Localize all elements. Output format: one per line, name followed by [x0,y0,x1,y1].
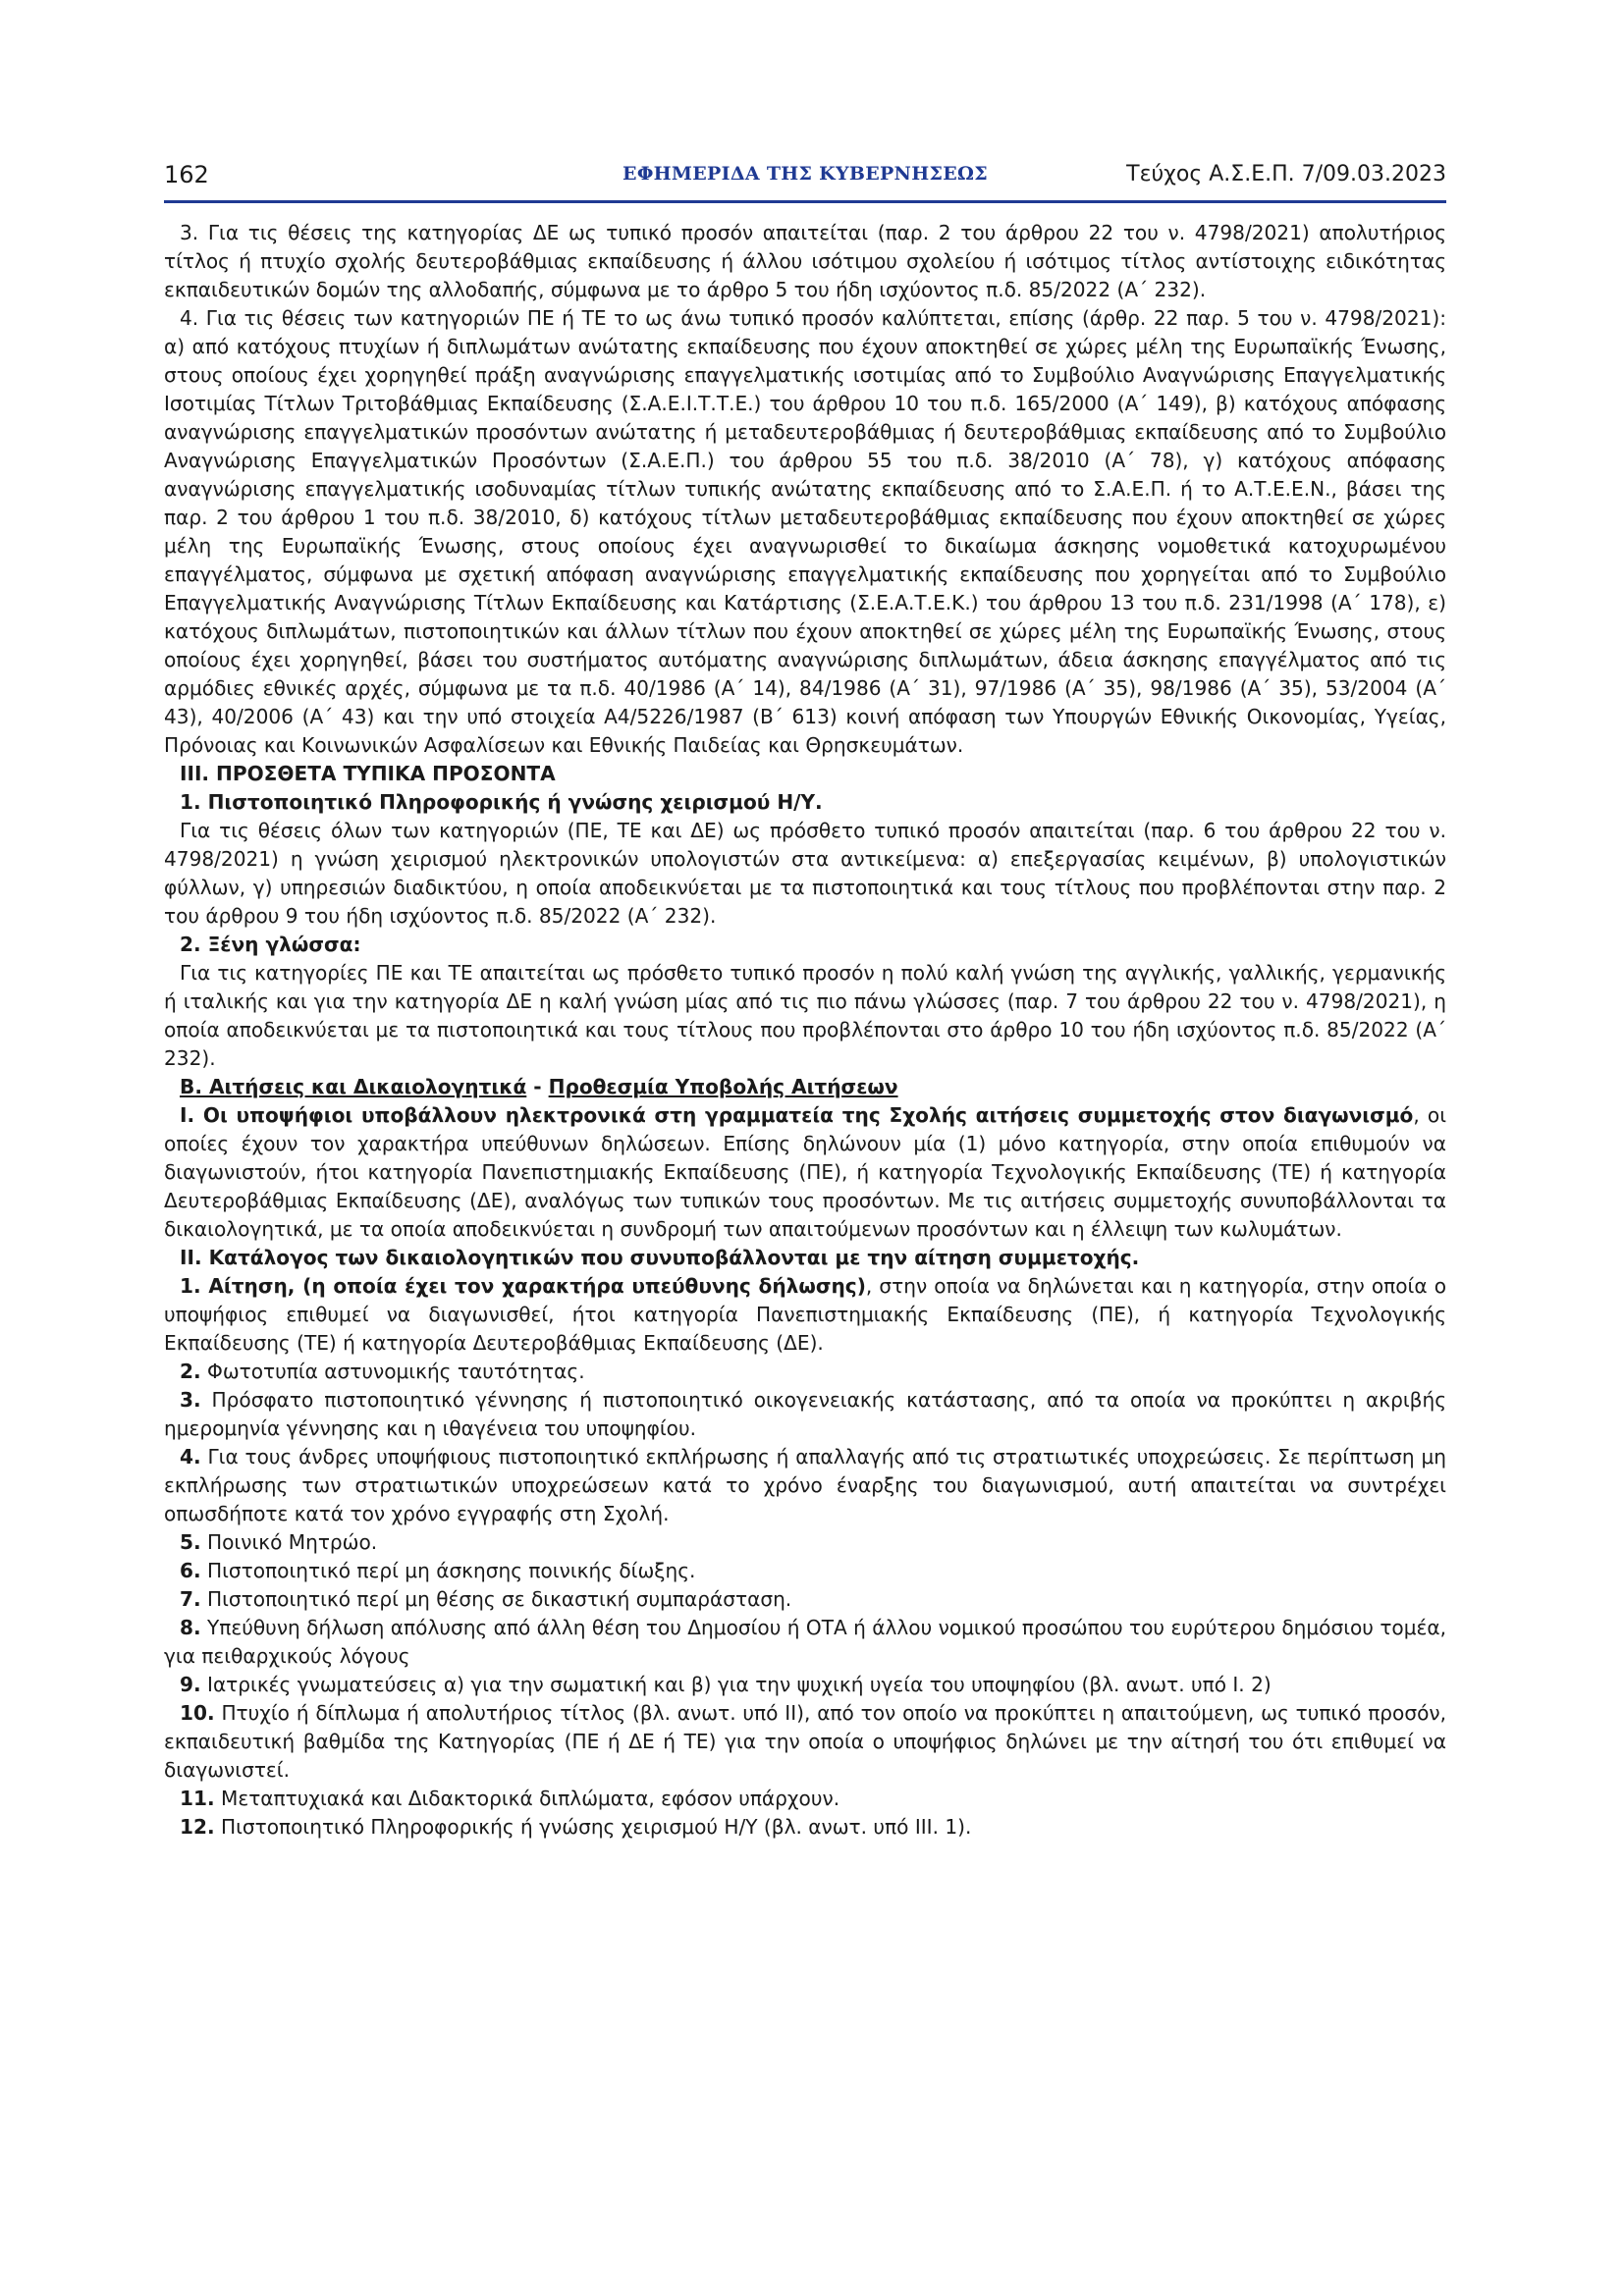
paragraph-it-skills: Για τις θέσεις όλων των κατηγοριών (ΠΕ, ΤΕ και ΔΕ) ως πρόσθετο τυπικό προσόν απαιτείται (παρ. 6 του άρθρου 22 του ν. 4798/2021) η γνώση χειρισμού ηλεκτρονικών υπολογιστών στα αντικείμενα: α) επεξεργασίας κειμένων, β) υπολογιστικών φύλλων, γ) υπηρεσιών διαδικτύου, η οποία αποδεικνύεται με τα πιστοποιητικά και τους τίτλους που προβλέπονται στην παρ. 2 του άρθρου 9 του ήδη ισχύοντος π.δ. 85/2022 (Α΄ 232). [164,819,1446,928]
subheading-iii-2: 2. Ξένη γλώσσα: [180,933,361,956]
list-item [164,1272,1446,1358]
list-item [164,1614,1446,1671]
section-heading-b [164,1073,1446,1101]
heading-b-part1: Β. Αιτήσεις και Δικαιολογητικά [180,1075,527,1098]
item-number: 1. Αίτηση, (η οποία έχει τον χαρακτήρα υπεύθυνης δήλωσης) [180,1274,866,1298]
item-text: Ιατρικές γνωματεύσεις α) για την σωματική και β) για την ψυχική υγεία του υποψηφίου (βλ. ανωτ. υπό Ι. 2) [200,1673,1272,1696]
heading-b-part2: Προθεσμία Υποβολής Αιτήσεων [548,1075,898,1098]
item-text: Υπεύθυνη δήλωση απόλυσης από άλλη θέση του Δημοσίου ή ΟΤΑ ή άλλου νομικού προσώπου του ευρύτερου δημόσιου τομέα, για πειθαρχικούς λόγους [164,1616,1446,1668]
section-heading-ii: ΙΙ. Κατάλογος των δικαιολογητικών που συνυποβάλλονται με την αίτηση συμμετοχής. [180,1246,1140,1269]
document-body [164,203,1446,1842]
journal-title: ΕΦΗΜΕΡΙΔΑ ΤΗΣ ΚΥΒΕΡΝΗΣΕΩΣ [623,163,988,185]
page-header [164,157,1446,203]
item-text: Ποινικό Μητρώο. [200,1530,378,1554]
list-item [164,1386,1446,1443]
item-text: Πιστοποιητικό περί μη άσκησης ποινικής δίωξης. [200,1559,696,1582]
issue-label: Τεύχος Α.Σ.Ε.Π. 7/09.03.2023 [1126,162,1446,187]
item-text: Πιστοποιητικό περί μη θέσης σε δικαστική συμπαράσταση. [200,1587,792,1611]
item-number: 11. [180,1787,215,1810]
document-page [164,157,1446,1842]
list-item [164,1443,1446,1528]
list-item [164,1557,1446,1585]
list-item [164,1358,1446,1386]
item-text: Μεταπτυχιακά και Διδακτορικά διπλώματα, εφόσον υπάρχουν. [214,1787,840,1810]
list-item [164,1813,1446,1842]
documents-list [164,1272,1446,1842]
item-number: 5. [180,1530,201,1554]
item-text: Φωτοτυπία αστυνομικής ταυτότητας. [200,1360,585,1383]
item-number: 9. [180,1673,201,1696]
subheading-iii-1: 1. Πιστοποιητικό Πληροφορικής ή γνώσης χειρισμού Η/Υ. [180,790,823,814]
list-item [164,1785,1446,1813]
item-number: 6. [180,1559,201,1582]
item-number: 8. [180,1616,201,1639]
item-text: Για τους άνδρες υποψήφιους πιστοποιητικό εκπλήρωσης ή απαλλαγής από τις στρατιωτικές υποχρεώσεις. Σε περίπτωση μη εκπλήρωσης των στρατιωτικών υποχρεώσεων κατά το χρόνο έναρξης του διαγωνισμού, αυτή απαιτείται να συντρέχει οπωσδήποτε κατά τον χρόνο εγγραφής στη Σχολή. [164,1445,1446,1525]
section-heading-iii: ΙΙΙ. ΠΡΟΣΘΕΤΑ ΤΥΠΙΚΑ ΠΡΟΣΟΝΤΑ [180,762,556,785]
item-number: 12. [180,1815,215,1839]
list-item [164,1671,1446,1699]
item-number: 4. [180,1445,201,1468]
item-text: Πιστοποιητικό Πληροφορικής ή γνώσης χειρισμού Η/Υ (βλ. ανωτ. υπό ΙΙΙ. 1). [214,1815,972,1839]
item-text: Πρόσφατο πιστοποιητικό γέννησης ή πιστοποιητικό οικογενειακής κατάστασης, από τα οποία να προκύπτει η ακριβής ημερομηνία γέννησης και η ιθαγένεια του υποψηφίου. [164,1388,1446,1440]
paragraph-language: Για τις κατηγορίες ΠΕ και ΤΕ απαιτείται ως πρόσθετο τυπικό προσόν η πολύ καλή γνώση της αγγλικής, γαλλικής, γερμανικής ή ιταλικής και για την κατηγορία ΔΕ η καλή γνώση μίας από τις πιο πάνω γλώσσες (παρ. 7 του άρθρου 22 του ν. 4798/2021), η οποία αποδεικνύεται με τα πιστοποιητικά και τους τίτλους που προβλέπονται στο άρθρο 10 του ήδη ισχύοντος π.δ. 85/2022 (Α΄ 232). [164,961,1446,1070]
page-number: 162 [164,161,209,188]
item-number: 10. [180,1701,215,1725]
item-number: 3. [180,1388,201,1412]
item-number: 2. [180,1360,201,1383]
list-item [164,1699,1446,1785]
applications-lead: Ι. Οι υποψήφιοι υποβάλλουν ηλεκτρονικά στη γραμματεία της Σχολής αιτήσεις συμμετοχής στον διαγωνισμό [180,1103,1414,1127]
list-item [164,1585,1446,1614]
paragraph-4: 4. Για τις θέσεις των κατηγοριών ΠΕ ή ΤΕ το ως άνω τυπικό προσόν καλύπτεται, επίσης (άρθρ. 22 παρ. 5 του ν. 4798/2021): α) από κατόχους πτυχίων ή διπλωμάτων ανώτατης εκπαίδευσης που έχουν αποκτηθεί σε χώρες μέλη της Ευρωπαϊκής Ένωσης, στους οποίους έχει χορηγηθεί πράξη αναγνώρισης επαγγελματικής ισοτιμίας από το Συμβούλιο Αναγνώρισης Επαγγελματικής Ισοτιμίας Τίτλων Τριτοβάθμιας Εκπαίδευσης (Σ.Α.Ε.Ι.Τ.Τ.Ε.) του άρθρου 10 του π.δ. 165/2000 (Α΄ 149), β) κατόχους απόφασης αναγνώρισης επαγγελματικών προσόντων ανώτατης ή μεταδευτεροβάθμιας ή δευτεροβάθμιας εκπαίδευσης από το Συμβούλιο Αναγνώρισης Επαγγελματικών Προσόντων (Σ.Α.Ε.Π.) του άρθρου 55 του π.δ. 38/2010 (Α΄ 78), γ) κατόχους απόφασης αναγνώρισης επαγγελματικής ισοδυναμίας τίτλων τυπικής ανώτατης εκπαίδευσης από το Σ.Α.Ε.Π. ή το Α.Τ.Ε.Ε.Ν., βάσει της παρ. 2 του άρθρου 1 του π.δ. 38/2010, δ) κατόχους τίτλων μεταδευτεροβάθμιας εκπαίδευσης που έχουν αποκτηθεί σε χώρες μέλη της Ευρωπαϊκής Ένωσης, στους οποίους έχει αναγνωρισθεί το δικαίωμα άσκησης νομοθετικά κατοχυρωμένου επαγγέλματος, σύμφωνα με σχετική απόφαση αναγνώρισης επαγγελματικής εκπαίδευσης που χορηγείται από το Συμβούλιο Επαγγελματικής Αναγνώρισης Τίτλων Εκπαίδευσης και Κατάρτισης (Σ.Ε.Α.Τ.Ε.Κ.) του άρθρου 13 του π.δ. 231/1998 (Α΄ 178), ε) κατόχους διπλωμάτων, πιστοποιητικών και άλλων τίτλων που έχουν αποκτηθεί σε χώρες μέλη της Ευρωπαϊκής Ένωσης, στους οποίους έχει χορηγηθεί, βάσει του συστήματος αυτόματης αναγνώρισης διπλωμάτων, άδεια άσκησης επαγγέλματος από τις αρμόδιες εθνικές αρχές, σύμφωνα με τα π.δ. 40/1986 (Α΄ 14), 84/1986 (Α΄ 31), 97/1986 (Α΄ 35), 98/1986 (Α΄ 35), 53/2004 (Α΄ 43), 40/2006 (Α΄ 43) και την υπό στοιχεία Α4/5226/1987 (Β΄ 613) κοινή απόφαση των Υπουργών Εθνικής Οικονομίας, Υγείας, Πρόνοιας και Κοινωνικών Ασφαλίσεων και Εθνικής Παιδείας και Θρησκευμάτων. [164,306,1446,757]
heading-b-separator: - [526,1075,549,1098]
item-text: , στην οποία να δηλώνεται και η κατηγορία, στην οποία ο υποψήφιος επιθυμεί να διαγωνισθεί, ήτοι κατηγορία Πανεπιστημιακής Εκπαίδευσης (ΠΕ), ή κατηγορία Τεχνολογικής Εκπαίδευσης (ΤΕ) ή κατηγορία Δευτεροβάθμιας Εκπαίδευσης (ΔΕ). [164,1274,1446,1355]
applications-rest: , οι οποίες έχουν τον χαρακτήρα υπεύθυνων δηλώσεων. Επίσης δηλώνουν μία (1) μόνο κατηγορία, στην οποία επιθυμούν να διαγωνιστούν, ήτοι κατηγορία Πανεπιστημιακής Εκπαίδευσης (ΠΕ), ή κατηγορία Τεχνολογικής Εκπαίδευσης (ΤΕ) ή κατηγορία Δευτεροβάθμιας Εκπαίδευσης (ΔΕ), αναλόγως των τυπικών τους προσόντων. Με τις αιτήσεις συμμετοχής συνυποβάλλονται τα δικαιολογητικά, με τα οποία αποδεικνύεται η συνδρομή των απαιτούμενων προσόντων και η έλλειψη των κωλυμάτων. [164,1103,1446,1241]
paragraph-3: 3. Για τις θέσεις της κατηγορίας ΔΕ ως τυπικό προσόν απαιτείται (παρ. 2 του άρθρου 22 του ν. 4798/2021) απολυτήριος τίτλος ή πτυχίο σχολής δευτεροβάθμιας εκπαίδευσης ή άλλου ισότιμου σχολείου ή ισότιμος τίτλος αντίστοιχης ειδικότητας εκπαιδευτικών δομών της αλλοδαπής, σύμφωνα με το άρθρο 5 του ήδη ισχύοντος π.δ. 85/2022 (Α΄ 232). [164,221,1446,301]
item-text: Πτυχίο ή δίπλωμα ή απολυτήριος τίτλος (βλ. ανωτ. υπό ΙΙ), από τον οποίο να προκύπτει η απαιτούμενη, ως τυπικό προσόν, εκπαιδευτική βαθμίδα της Κατηγορίας (ΠΕ ή ΔΕ ή ΤΕ) για την οποία ο υποψήφιος δηλώνει με την αίτησή του ότι επιθυμεί να διαγωνιστεί. [164,1701,1446,1782]
item-number: 7. [180,1587,201,1611]
list-item [164,1528,1446,1557]
paragraph-applications [164,1101,1446,1244]
